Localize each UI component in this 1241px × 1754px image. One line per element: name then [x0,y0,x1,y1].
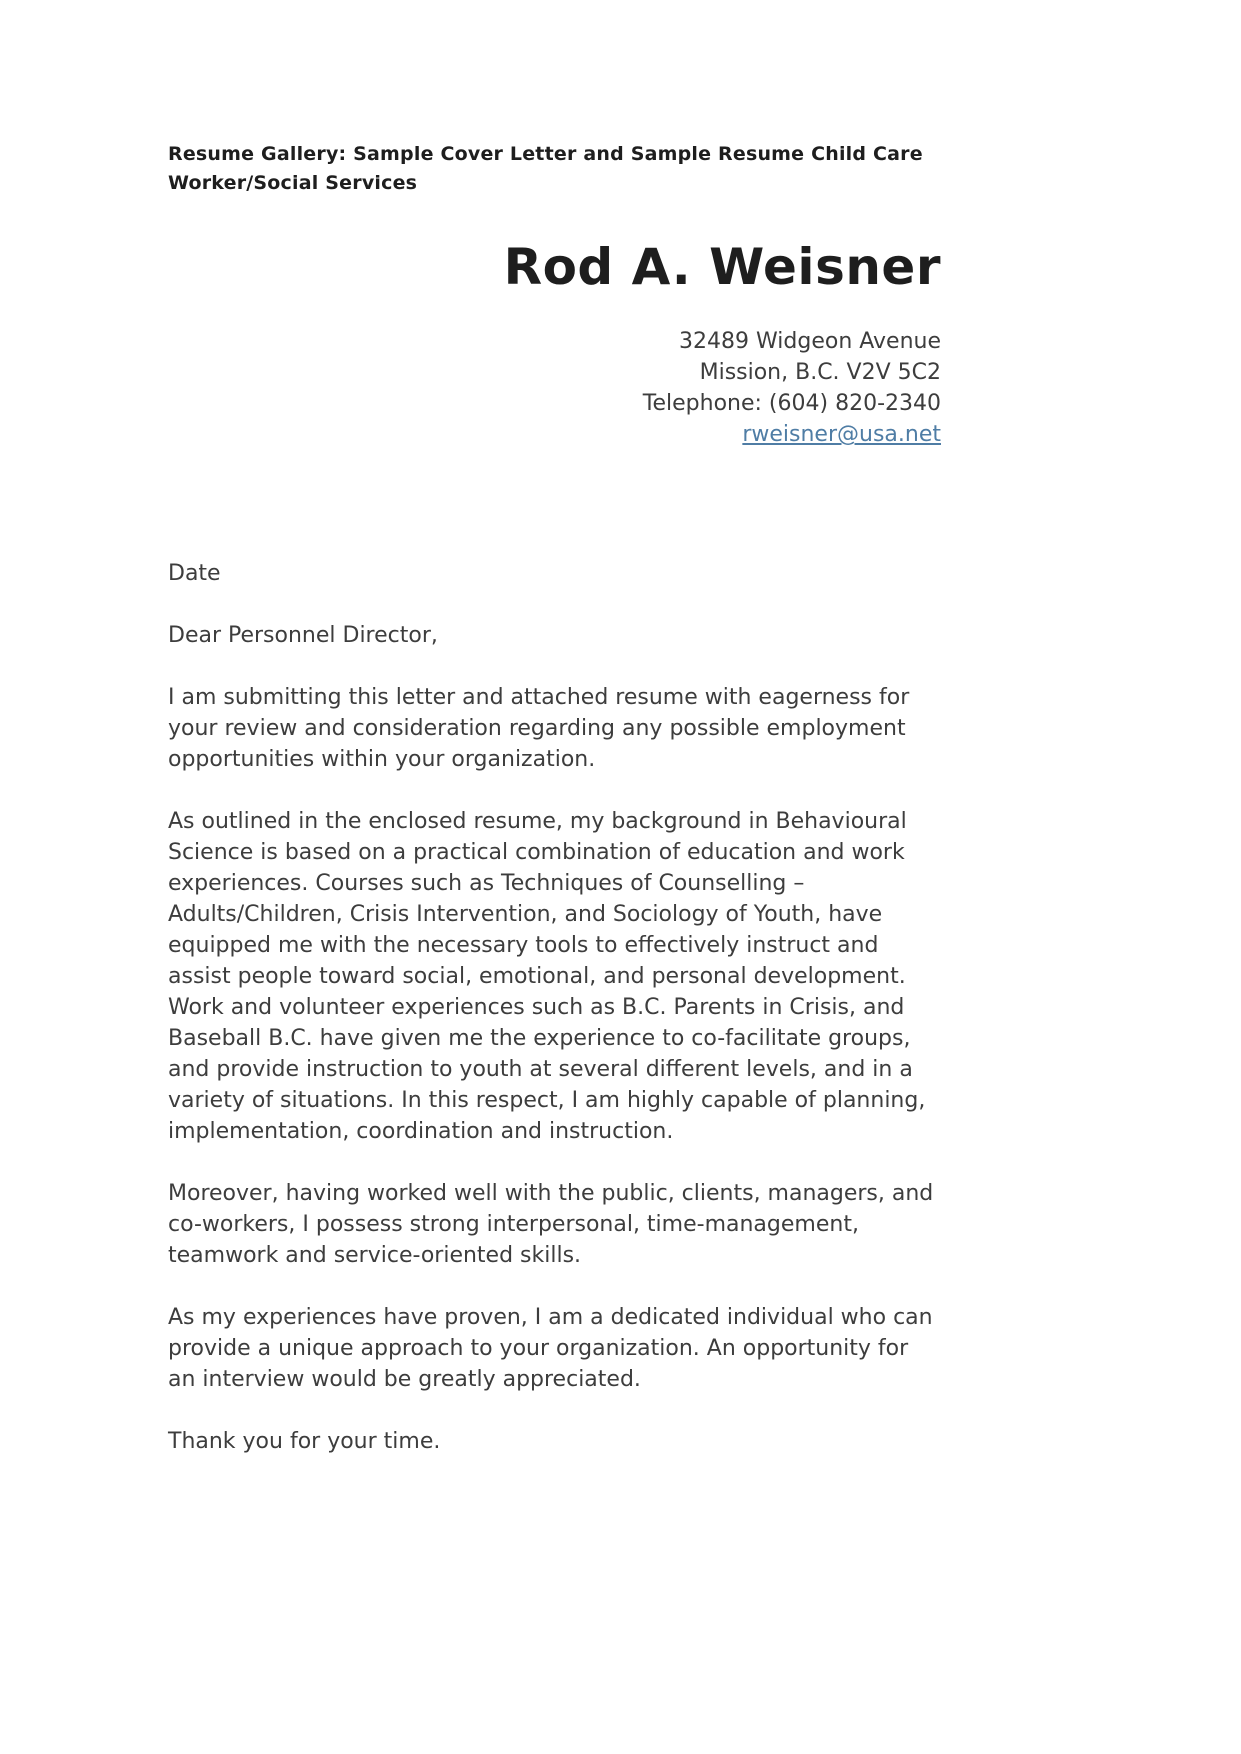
email-link[interactable]: rweisner@usa.net [742,422,941,448]
paragraph-background: As outlined in the enclosed resume, my background in Behavioural Science is based on a practical combination of education and work experiences. Courses such as Techniques of Counselling –Adults/Children, Crisis Intervention, and Sociology of Youth, have equipped me with the necessary tools to effectively instruct and assist people toward social, emotional, and personal development. Work and volunteer experiences such as B.C. Parents in Crisis, and Baseball B.C. have given me the experience to co-facilitate groups, and provide instruction to youth at several different levels, and in a variety of situations. In this respect, I am highly capable of planning, implementation, coordination and instruction. [168,809,926,1145]
sender-address-block [168,326,941,450]
address-line-street: 32489 Widgeon Avenue [679,329,941,355]
salutation: Dear Personnel Director, [168,623,438,649]
date-label: Date [168,561,221,587]
email-line [168,419,941,450]
address-line-city: Mission, B.C. V2V 5C2 [699,360,941,386]
paragraph-closing: As my experiences have proven, I am a dedicated individual who can provide a unique approach to your organization. An opportunity for an interview would be greatly appreciated. [168,1305,933,1393]
paragraph-skills: Moreover, having worked well with the public, clients, managers, and co-workers, I possess strong interpersonal, time-management, teamwork and service-oriented skills. [168,1181,934,1269]
document-header [168,140,941,199]
document-header-line2: Worker/Social Services [168,172,418,195]
paragraph-thanks: Thank you for your time. [168,1429,441,1455]
paragraph-intro: I am submitting this letter and attached resume with eagerness for your review and consideration regarding any possible employment opportunities within your organization. [168,685,910,773]
document-header-line1: Resume Gallery: Sample Cover Letter and Sample Resume Child Care [168,143,923,165]
address-line-phone: Telephone: (604) 820-2340 [642,391,941,417]
letter-body [168,558,941,1457]
sender-name: Rod A. Weisner [503,237,941,296]
